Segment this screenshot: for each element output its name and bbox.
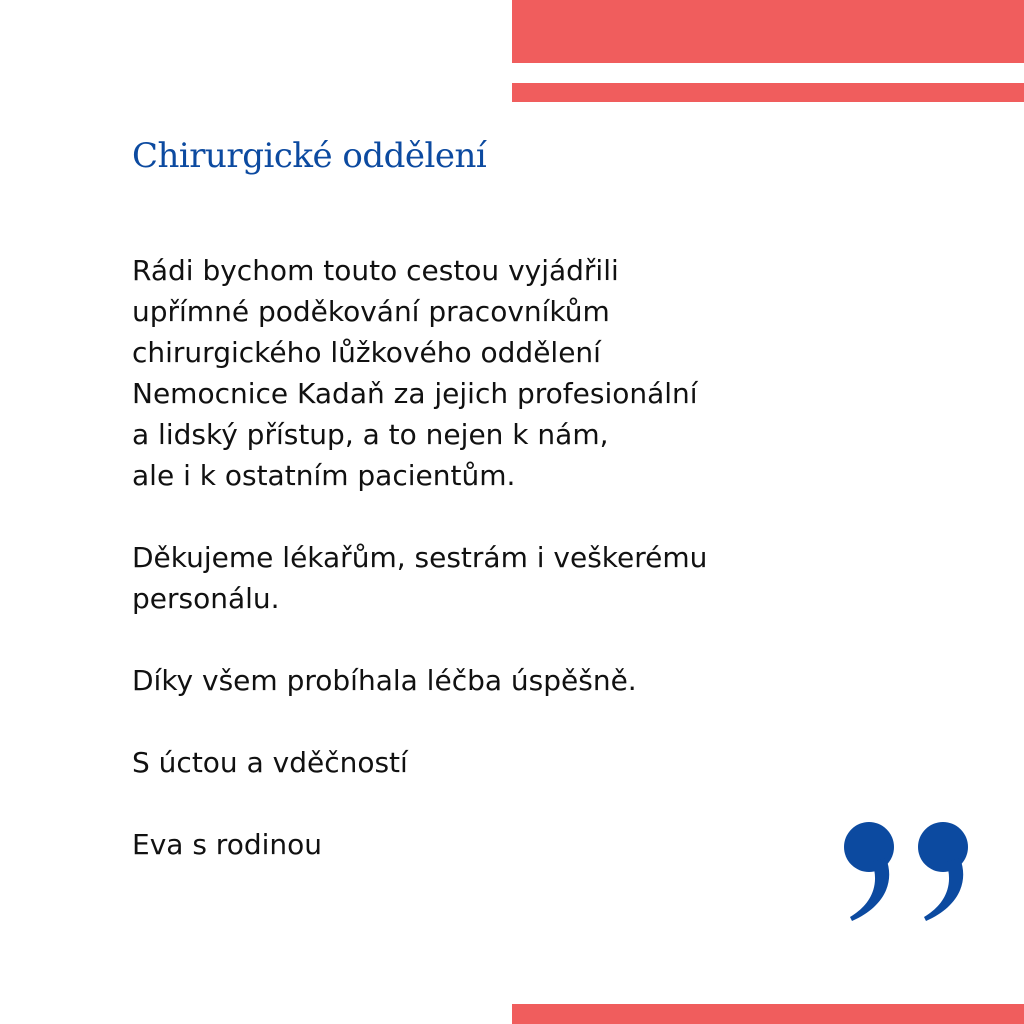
text-line: Rádi bychom touto cestou vyjádřili bbox=[132, 254, 619, 287]
paragraph-spacer bbox=[132, 496, 892, 537]
paragraph-success bbox=[132, 660, 892, 701]
bottom-accent-bar bbox=[512, 1004, 1024, 1024]
text-line: S úctou a vděčností bbox=[132, 746, 408, 779]
signature: Eva s rodinou bbox=[132, 828, 323, 861]
letter-body bbox=[132, 250, 892, 865]
paragraph-closing bbox=[132, 742, 892, 783]
text-line: Děkujeme lékařům, sestrám i veškerému bbox=[132, 541, 708, 574]
text-line: upřímné poděkování pracovníkům bbox=[132, 295, 610, 328]
paragraph-spacer bbox=[132, 701, 892, 742]
text-line: a lidský přístup, a to nejen k nám, bbox=[132, 418, 609, 451]
page-title: Chirurgické oddělení bbox=[132, 136, 487, 176]
paragraph-spacer bbox=[132, 619, 892, 660]
paragraph-thanks bbox=[132, 250, 892, 496]
closing-quote-icon bbox=[838, 818, 978, 924]
text-line: Nemocnice Kadaň za jejich profesionální bbox=[132, 377, 698, 410]
top-accent-stripe bbox=[512, 83, 1024, 102]
paragraph-staff bbox=[132, 537, 892, 619]
top-accent-bar bbox=[512, 0, 1024, 63]
paragraph-spacer bbox=[132, 783, 892, 824]
text-line: personálu. bbox=[132, 582, 280, 615]
paragraph-signature bbox=[132, 824, 892, 865]
text-line: ale i k ostatním pacientům. bbox=[132, 459, 516, 492]
text-line: chirurgického lůžkového oddělení bbox=[132, 336, 601, 369]
text-line: Díky všem probíhala léčba úspěšně. bbox=[132, 664, 637, 697]
